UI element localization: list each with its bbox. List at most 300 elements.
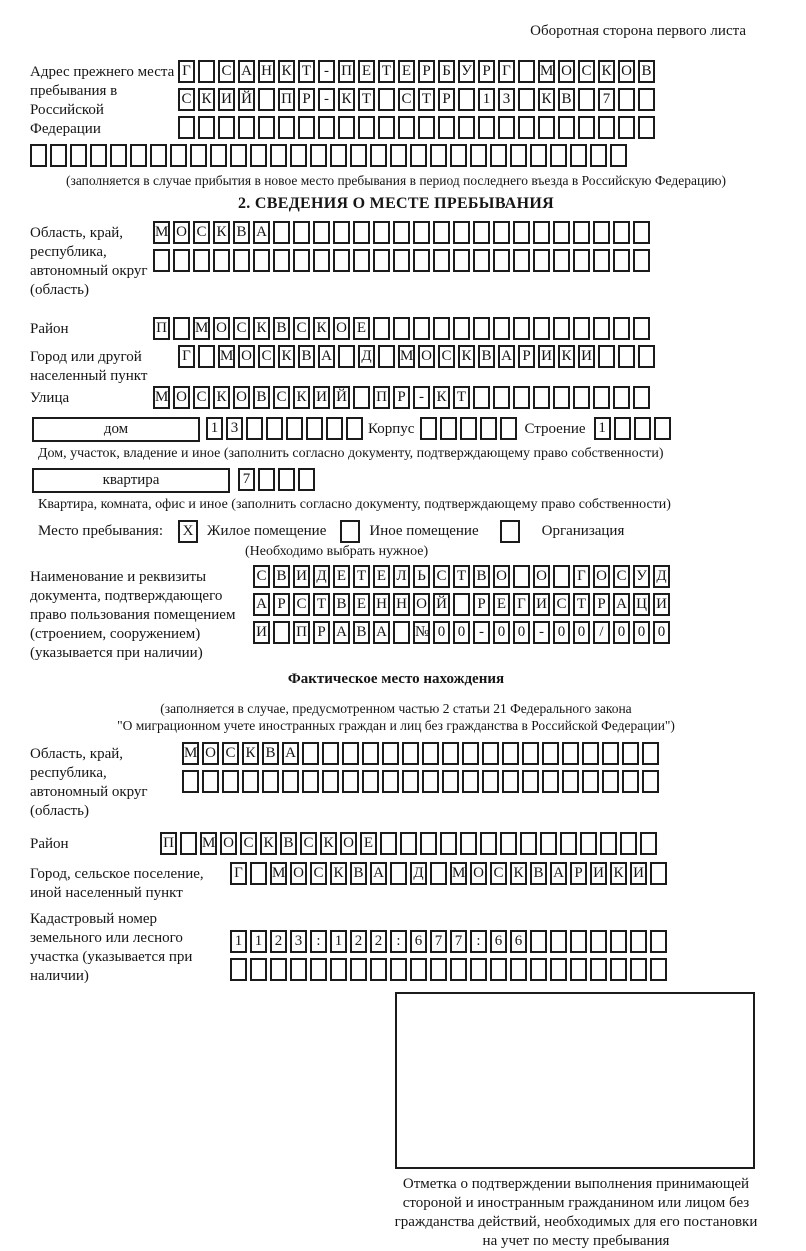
char-cell[interactable]: В [280, 832, 297, 855]
char-cell[interactable] [350, 958, 367, 981]
char-cell[interactable]: Е [493, 593, 510, 616]
char-cell[interactable]: Р [273, 593, 290, 616]
char-cell[interactable]: О [173, 221, 190, 244]
char-cell[interactable] [490, 144, 507, 167]
char-cell[interactable]: Л [393, 565, 410, 588]
char-cell[interactable]: О [493, 565, 510, 588]
char-cell[interactable]: О [213, 317, 230, 340]
char-cell[interactable]: - [413, 386, 430, 409]
char-cell[interactable] [410, 958, 427, 981]
char-cell[interactable]: К [260, 832, 277, 855]
char-cell[interactable]: К [558, 345, 575, 368]
char-cell[interactable] [390, 144, 407, 167]
char-cell[interactable] [222, 770, 239, 793]
char-cell[interactable] [513, 386, 530, 409]
char-cell[interactable] [422, 770, 439, 793]
char-cell[interactable] [238, 116, 255, 139]
char-cell[interactable]: С [490, 862, 507, 885]
char-cell[interactable]: В [253, 386, 270, 409]
char-cell[interactable] [458, 116, 475, 139]
char-cell[interactable] [322, 770, 339, 793]
char-cell[interactable] [402, 742, 419, 765]
char-cell[interactable] [353, 386, 370, 409]
char-cell[interactable] [640, 832, 657, 855]
char-cell[interactable] [553, 249, 570, 272]
char-cell[interactable] [470, 144, 487, 167]
char-cell[interactable]: 6 [410, 930, 427, 953]
char-cell[interactable]: Р [393, 386, 410, 409]
char-cell[interactable] [178, 116, 195, 139]
char-cell[interactable] [262, 770, 279, 793]
char-cell[interactable]: С [193, 221, 210, 244]
char-cell[interactable] [642, 770, 659, 793]
char-cell[interactable] [302, 742, 319, 765]
char-cell[interactable]: С [233, 317, 250, 340]
char-cell[interactable] [430, 862, 447, 885]
char-cell[interactable] [482, 742, 499, 765]
char-cell[interactable]: Т [453, 565, 470, 588]
char-cell[interactable]: К [433, 386, 450, 409]
char-cell[interactable]: Д [313, 565, 330, 588]
char-cell[interactable]: 0 [633, 621, 650, 644]
char-cell[interactable]: И [293, 565, 310, 588]
char-cell[interactable] [453, 221, 470, 244]
char-cell[interactable]: Н [373, 593, 390, 616]
char-cell[interactable]: В [273, 317, 290, 340]
char-cell[interactable] [258, 116, 275, 139]
char-cell[interactable] [318, 116, 335, 139]
char-cell[interactable] [433, 221, 450, 244]
char-cell[interactable] [570, 930, 587, 953]
char-cell[interactable] [330, 144, 347, 167]
char-cell[interactable]: Р [518, 345, 535, 368]
char-cell[interactable]: К [510, 862, 527, 885]
char-cell[interactable]: 6 [490, 930, 507, 953]
char-cell[interactable] [218, 116, 235, 139]
char-cell[interactable]: Т [453, 386, 470, 409]
char-cell[interactable] [242, 770, 259, 793]
char-cell[interactable] [650, 930, 667, 953]
char-cell[interactable] [602, 742, 619, 765]
char-cell[interactable]: Е [358, 60, 375, 83]
char-cell[interactable]: 1 [250, 930, 267, 953]
char-cell[interactable]: В [530, 862, 547, 885]
char-cell[interactable]: О [290, 862, 307, 885]
char-cell[interactable]: О [233, 386, 250, 409]
char-cell[interactable] [258, 88, 275, 111]
char-cell[interactable]: К [242, 742, 259, 765]
char-cell[interactable] [306, 417, 323, 440]
char-cell[interactable] [518, 88, 535, 111]
char-cell[interactable] [610, 958, 627, 981]
char-cell[interactable] [193, 249, 210, 272]
char-cell[interactable] [298, 468, 315, 491]
char-cell[interactable]: М [193, 317, 210, 340]
char-cell[interactable] [180, 832, 197, 855]
char-cell[interactable] [418, 116, 435, 139]
char-cell[interactable] [70, 144, 87, 167]
char-cell[interactable]: О [238, 345, 255, 368]
char-cell[interactable]: К [293, 386, 310, 409]
char-cell[interactable] [582, 770, 599, 793]
char-cell[interactable] [433, 317, 450, 340]
char-cell[interactable] [618, 88, 635, 111]
char-cell[interactable]: Н [258, 60, 275, 83]
char-cell[interactable]: Й [238, 88, 255, 111]
char-cell[interactable]: И [578, 345, 595, 368]
char-cell[interactable]: : [390, 930, 407, 953]
char-cell[interactable] [533, 317, 550, 340]
char-cell[interactable] [273, 221, 290, 244]
char-cell[interactable] [530, 958, 547, 981]
char-cell[interactable]: 1 [206, 417, 223, 440]
char-cell[interactable] [430, 144, 447, 167]
char-cell[interactable]: В [558, 88, 575, 111]
char-cell[interactable]: В [298, 345, 315, 368]
char-cell[interactable]: : [470, 930, 487, 953]
char-cell[interactable] [522, 742, 539, 765]
char-cell[interactable] [390, 958, 407, 981]
char-cell[interactable]: 0 [513, 621, 530, 644]
char-cell[interactable] [573, 317, 590, 340]
char-cell[interactable] [622, 770, 639, 793]
char-cell[interactable] [420, 832, 437, 855]
char-cell[interactable] [413, 317, 430, 340]
char-cell[interactable] [498, 116, 515, 139]
char-cell[interactable] [202, 770, 219, 793]
char-cell[interactable] [500, 832, 517, 855]
char-cell[interactable]: - [318, 60, 335, 83]
char-cell[interactable]: С [273, 386, 290, 409]
char-cell[interactable] [558, 116, 575, 139]
char-cell[interactable]: М [200, 832, 217, 855]
char-cell[interactable]: С [178, 88, 195, 111]
char-cell[interactable] [538, 116, 555, 139]
char-cell[interactable]: О [340, 832, 357, 855]
char-cell[interactable] [433, 249, 450, 272]
char-cell[interactable]: К [598, 60, 615, 83]
checkbox-residential[interactable]: X [178, 520, 198, 543]
char-cell[interactable]: Т [573, 593, 590, 616]
char-cell[interactable]: А [550, 862, 567, 885]
char-cell[interactable] [310, 144, 327, 167]
char-cell[interactable] [493, 221, 510, 244]
char-cell[interactable] [90, 144, 107, 167]
char-cell[interactable] [373, 317, 390, 340]
char-cell[interactable]: 3 [226, 417, 243, 440]
char-cell[interactable] [170, 144, 187, 167]
char-cell[interactable]: М [538, 60, 555, 83]
char-cell[interactable]: Р [593, 593, 610, 616]
char-cell[interactable] [330, 958, 347, 981]
char-cell[interactable]: В [262, 742, 279, 765]
char-cell[interactable] [313, 221, 330, 244]
char-cell[interactable] [422, 742, 439, 765]
char-cell[interactable]: О [173, 386, 190, 409]
char-cell[interactable] [513, 249, 530, 272]
char-cell[interactable] [282, 770, 299, 793]
char-cell[interactable]: М [270, 862, 287, 885]
char-cell[interactable] [322, 742, 339, 765]
char-cell[interactable]: 6 [510, 930, 527, 953]
char-cell[interactable] [233, 249, 250, 272]
char-cell[interactable] [590, 958, 607, 981]
char-cell[interactable]: С [218, 60, 235, 83]
char-cell[interactable] [458, 88, 475, 111]
char-cell[interactable]: К [338, 88, 355, 111]
char-cell[interactable] [520, 832, 537, 855]
char-cell[interactable]: К [538, 88, 555, 111]
char-cell[interactable] [253, 249, 270, 272]
char-cell[interactable] [638, 88, 655, 111]
char-cell[interactable]: - [533, 621, 550, 644]
char-cell[interactable]: П [153, 317, 170, 340]
char-cell[interactable]: Д [410, 862, 427, 885]
char-cell[interactable] [613, 317, 630, 340]
char-cell[interactable] [553, 386, 570, 409]
char-cell[interactable] [630, 958, 647, 981]
char-cell[interactable] [250, 958, 267, 981]
char-cell[interactable] [613, 221, 630, 244]
char-cell[interactable] [50, 144, 67, 167]
char-cell[interactable] [493, 249, 510, 272]
char-cell[interactable]: Г [498, 60, 515, 83]
char-cell[interactable] [633, 221, 650, 244]
char-cell[interactable] [130, 144, 147, 167]
char-cell[interactable]: А [253, 593, 270, 616]
char-cell[interactable]: М [153, 221, 170, 244]
char-cell[interactable]: Р [298, 88, 315, 111]
char-cell[interactable] [270, 144, 287, 167]
char-cell[interactable] [533, 221, 550, 244]
char-cell[interactable]: Т [358, 88, 375, 111]
char-cell[interactable]: И [533, 593, 550, 616]
char-cell[interactable] [533, 386, 550, 409]
char-cell[interactable] [570, 144, 587, 167]
char-cell[interactable] [230, 144, 247, 167]
char-cell[interactable] [182, 770, 199, 793]
char-cell[interactable] [590, 144, 607, 167]
char-cell[interactable] [258, 468, 275, 491]
char-cell[interactable] [453, 249, 470, 272]
char-cell[interactable]: М [153, 386, 170, 409]
checkbox-organization[interactable] [500, 520, 520, 543]
char-cell[interactable]: У [633, 565, 650, 588]
char-cell[interactable] [393, 317, 410, 340]
char-cell[interactable]: К [458, 345, 475, 368]
char-cell[interactable] [600, 832, 617, 855]
char-cell[interactable]: Й [433, 593, 450, 616]
char-cell[interactable]: 0 [433, 621, 450, 644]
char-cell[interactable]: 3 [290, 930, 307, 953]
char-cell[interactable] [382, 742, 399, 765]
char-cell[interactable]: И [253, 621, 270, 644]
char-cell[interactable]: Т [418, 88, 435, 111]
char-cell[interactable] [622, 742, 639, 765]
char-cell[interactable] [293, 221, 310, 244]
char-cell[interactable] [502, 770, 519, 793]
char-cell[interactable] [270, 958, 287, 981]
char-cell[interactable] [618, 345, 635, 368]
char-cell[interactable] [150, 144, 167, 167]
char-cell[interactable] [582, 742, 599, 765]
char-cell[interactable] [310, 958, 327, 981]
char-cell[interactable] [518, 60, 535, 83]
char-cell[interactable]: Е [398, 60, 415, 83]
char-cell[interactable] [393, 221, 410, 244]
char-cell[interactable] [173, 249, 190, 272]
checkbox-other-premises[interactable] [340, 520, 360, 543]
char-cell[interactable] [350, 144, 367, 167]
char-cell[interactable]: 0 [573, 621, 590, 644]
char-cell[interactable]: К [278, 345, 295, 368]
char-cell[interactable] [410, 144, 427, 167]
char-cell[interactable] [573, 386, 590, 409]
char-cell[interactable] [30, 144, 47, 167]
char-cell[interactable] [630, 930, 647, 953]
char-cell[interactable]: А [370, 862, 387, 885]
char-cell[interactable] [393, 621, 410, 644]
char-cell[interactable]: М [398, 345, 415, 368]
char-cell[interactable] [578, 88, 595, 111]
char-cell[interactable]: М [450, 862, 467, 885]
char-cell[interactable] [573, 249, 590, 272]
char-cell[interactable]: Т [298, 60, 315, 83]
char-cell[interactable] [213, 249, 230, 272]
char-cell[interactable]: - [473, 621, 490, 644]
char-cell[interactable]: 2 [350, 930, 367, 953]
char-cell[interactable]: Р [570, 862, 587, 885]
char-cell[interactable] [602, 770, 619, 793]
char-cell[interactable]: К [213, 221, 230, 244]
char-cell[interactable] [393, 249, 410, 272]
char-cell[interactable] [342, 770, 359, 793]
char-cell[interactable] [550, 144, 567, 167]
char-cell[interactable] [638, 116, 655, 139]
char-cell[interactable]: 1 [478, 88, 495, 111]
char-cell[interactable]: П [160, 832, 177, 855]
char-cell[interactable] [482, 770, 499, 793]
char-cell[interactable]: 1 [230, 930, 247, 953]
char-cell[interactable] [500, 417, 517, 440]
char-cell[interactable] [333, 221, 350, 244]
char-cell[interactable] [650, 862, 667, 885]
char-cell[interactable]: - [318, 88, 335, 111]
char-cell[interactable]: Т [378, 60, 395, 83]
char-cell[interactable] [573, 221, 590, 244]
char-cell[interactable]: А [373, 621, 390, 644]
char-cell[interactable]: : [310, 930, 327, 953]
char-cell[interactable] [293, 249, 310, 272]
char-cell[interactable]: 1 [594, 417, 611, 440]
char-cell[interactable]: С [398, 88, 415, 111]
char-cell[interactable]: И [630, 862, 647, 885]
char-cell[interactable] [190, 144, 207, 167]
char-cell[interactable] [290, 144, 307, 167]
char-cell[interactable] [430, 958, 447, 981]
char-cell[interactable]: О [593, 565, 610, 588]
char-cell[interactable] [610, 930, 627, 953]
char-cell[interactable] [473, 317, 490, 340]
char-cell[interactable] [110, 144, 127, 167]
char-cell[interactable] [540, 832, 557, 855]
char-cell[interactable] [210, 144, 227, 167]
char-cell[interactable]: Е [353, 593, 370, 616]
char-cell[interactable]: № [413, 621, 430, 644]
char-cell[interactable] [198, 60, 215, 83]
char-cell[interactable] [614, 417, 631, 440]
char-cell[interactable]: О [618, 60, 635, 83]
char-cell[interactable]: А [253, 221, 270, 244]
char-cell[interactable] [510, 958, 527, 981]
char-cell[interactable] [402, 770, 419, 793]
char-cell[interactable]: И [313, 386, 330, 409]
char-cell[interactable]: 7 [450, 930, 467, 953]
char-cell[interactable]: Ц [633, 593, 650, 616]
char-cell[interactable] [362, 742, 379, 765]
char-cell[interactable]: 0 [453, 621, 470, 644]
char-cell[interactable] [450, 958, 467, 981]
char-cell[interactable] [473, 221, 490, 244]
char-cell[interactable]: У [458, 60, 475, 83]
char-cell[interactable]: Г [513, 593, 530, 616]
char-cell[interactable]: Б [438, 60, 455, 83]
char-cell[interactable] [313, 249, 330, 272]
char-cell[interactable]: С [438, 345, 455, 368]
char-cell[interactable]: С [293, 317, 310, 340]
char-cell[interactable]: О [333, 317, 350, 340]
char-cell[interactable] [593, 221, 610, 244]
char-cell[interactable] [480, 832, 497, 855]
char-cell[interactable] [513, 565, 530, 588]
char-cell[interactable]: Р [313, 621, 330, 644]
char-cell[interactable] [353, 221, 370, 244]
char-cell[interactable]: К [213, 386, 230, 409]
char-cell[interactable] [450, 144, 467, 167]
char-cell[interactable] [580, 832, 597, 855]
char-cell[interactable]: 0 [613, 621, 630, 644]
char-cell[interactable]: Г [178, 345, 195, 368]
char-cell[interactable] [613, 249, 630, 272]
char-cell[interactable]: П [373, 386, 390, 409]
char-cell[interactable] [530, 144, 547, 167]
char-cell[interactable]: Ь [413, 565, 430, 588]
char-cell[interactable] [480, 417, 497, 440]
char-cell[interactable]: К [610, 862, 627, 885]
char-cell[interactable] [562, 770, 579, 793]
char-cell[interactable]: А [238, 60, 255, 83]
char-cell[interactable] [510, 144, 527, 167]
char-cell[interactable]: 2 [270, 930, 287, 953]
char-cell[interactable] [346, 417, 363, 440]
char-cell[interactable] [440, 832, 457, 855]
char-cell[interactable]: С [613, 565, 630, 588]
char-cell[interactable] [638, 345, 655, 368]
char-cell[interactable]: С [293, 593, 310, 616]
char-cell[interactable]: О [470, 862, 487, 885]
char-cell[interactable]: 7 [238, 468, 255, 491]
char-cell[interactable]: О [413, 593, 430, 616]
char-cell[interactable] [542, 770, 559, 793]
char-cell[interactable]: С [222, 742, 239, 765]
char-cell[interactable] [286, 417, 303, 440]
char-cell[interactable]: В [353, 621, 370, 644]
char-cell[interactable] [246, 417, 263, 440]
char-cell[interactable]: К [320, 832, 337, 855]
char-cell[interactable] [373, 249, 390, 272]
char-cell[interactable]: Й [333, 386, 350, 409]
char-cell[interactable]: С [300, 832, 317, 855]
